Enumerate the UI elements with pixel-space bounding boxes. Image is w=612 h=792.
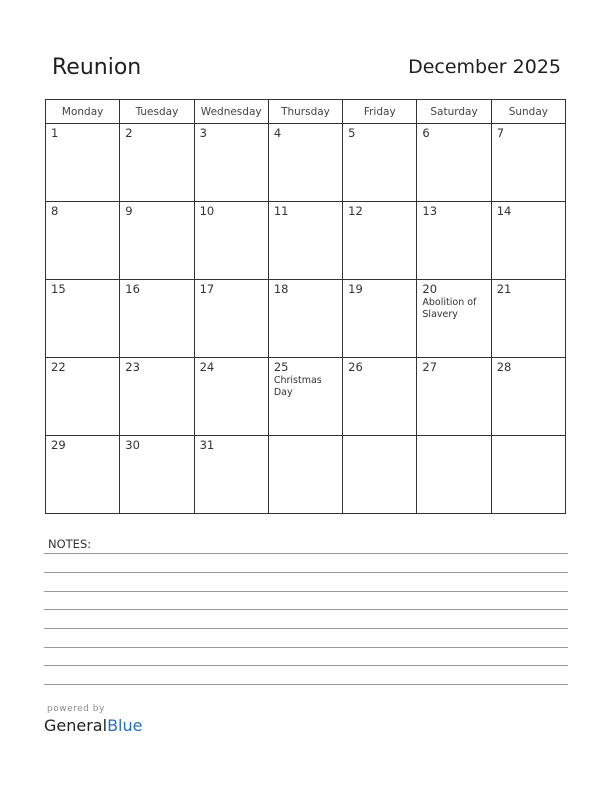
day-cell xyxy=(194,202,268,280)
day-cell xyxy=(491,202,565,280)
day-cell xyxy=(194,436,268,514)
day-cell xyxy=(417,358,491,436)
day-number: 5 xyxy=(348,126,356,140)
day-number: 18 xyxy=(273,282,289,296)
day-cell xyxy=(417,202,491,280)
note-line xyxy=(44,665,568,666)
day-cell xyxy=(268,358,342,436)
day-number: 13 xyxy=(422,204,438,218)
week-row xyxy=(46,124,566,202)
holiday-label: Christmas Day xyxy=(273,375,322,398)
month-title: December 2025 xyxy=(408,56,561,78)
week-row xyxy=(46,280,566,358)
note-line xyxy=(44,591,568,592)
day-cell xyxy=(46,124,120,202)
day-cell xyxy=(46,358,120,436)
day-cell xyxy=(120,124,194,202)
holiday-label: Abolition of Slavery xyxy=(422,297,477,320)
day-cell xyxy=(268,202,342,280)
weekday-wednesday: Wednesday xyxy=(194,100,268,124)
note-line xyxy=(44,553,568,554)
weekday-header-row xyxy=(46,100,566,124)
week-row xyxy=(46,202,566,280)
day-cell xyxy=(268,280,342,358)
day-number xyxy=(417,436,490,439)
weekday-sunday: Sunday xyxy=(491,100,565,124)
day-cell xyxy=(343,124,417,202)
day-number xyxy=(492,436,565,439)
day-number: 27 xyxy=(422,360,438,374)
day-cell xyxy=(194,358,268,436)
day-cell xyxy=(417,124,491,202)
day-cell xyxy=(46,436,120,514)
day-number: 28 xyxy=(496,360,512,374)
day-number: 19 xyxy=(348,282,363,296)
day-cell xyxy=(491,124,565,202)
day-cell xyxy=(417,280,491,358)
day-cell xyxy=(343,280,417,358)
day-number: 30 xyxy=(125,438,140,452)
day-cell xyxy=(194,280,268,358)
day-cell xyxy=(46,202,120,280)
day-cell xyxy=(120,358,194,436)
brand-general: General xyxy=(44,716,108,735)
day-number: 8 xyxy=(51,204,59,218)
day-number: 23 xyxy=(125,360,140,374)
day-number: 6 xyxy=(422,126,430,140)
weekday-friday: Friday xyxy=(343,100,417,124)
powered-by-text: powered by xyxy=(47,704,105,714)
brand-logo xyxy=(44,716,142,735)
day-number: 17 xyxy=(199,282,215,296)
day-number: 14 xyxy=(496,204,512,218)
day-number: 22 xyxy=(51,360,66,374)
day-number: 12 xyxy=(348,204,363,218)
weekday-monday: Monday xyxy=(46,100,120,124)
day-number: 25 xyxy=(273,360,289,374)
region-title: Reunion xyxy=(52,55,142,80)
note-line xyxy=(44,572,568,573)
day-number xyxy=(343,436,416,439)
note-line xyxy=(44,684,568,685)
week-row xyxy=(46,436,566,514)
day-number: 10 xyxy=(199,204,215,218)
note-line xyxy=(44,628,568,629)
day-number: 29 xyxy=(51,438,66,452)
day-number: 15 xyxy=(51,282,66,296)
weekday-saturday: Saturday xyxy=(417,100,491,124)
day-number: 31 xyxy=(199,438,215,452)
note-line xyxy=(44,609,568,610)
note-line xyxy=(44,647,568,648)
day-cell xyxy=(268,436,342,514)
day-number: 9 xyxy=(125,204,133,218)
notes-label: NOTES: xyxy=(48,537,92,551)
weekday-thursday: Thursday xyxy=(268,100,342,124)
day-cell xyxy=(491,436,565,514)
day-cell xyxy=(343,358,417,436)
day-number xyxy=(269,436,342,439)
day-number: 21 xyxy=(496,282,512,296)
weekday-tuesday: Tuesday xyxy=(120,100,194,124)
day-cell xyxy=(120,202,194,280)
day-cell xyxy=(268,124,342,202)
day-cell xyxy=(120,436,194,514)
day-number: 20 xyxy=(422,282,438,296)
week-row xyxy=(46,358,566,436)
day-cell xyxy=(343,436,417,514)
day-number: 16 xyxy=(125,282,140,296)
day-cell xyxy=(491,280,565,358)
day-number: 7 xyxy=(496,126,505,140)
day-number: 3 xyxy=(199,126,207,140)
day-number: 4 xyxy=(273,126,282,140)
day-number: 26 xyxy=(348,360,363,374)
day-cell xyxy=(120,280,194,358)
brand-blue: Blue xyxy=(107,716,143,735)
day-cell xyxy=(417,436,491,514)
day-cell xyxy=(491,358,565,436)
day-number: 1 xyxy=(51,126,59,140)
calendar-grid xyxy=(45,99,566,514)
day-number: 11 xyxy=(273,204,289,218)
day-number: 24 xyxy=(199,360,215,374)
day-cell xyxy=(46,280,120,358)
day-cell xyxy=(194,124,268,202)
day-number: 2 xyxy=(125,126,133,140)
day-cell xyxy=(343,202,417,280)
